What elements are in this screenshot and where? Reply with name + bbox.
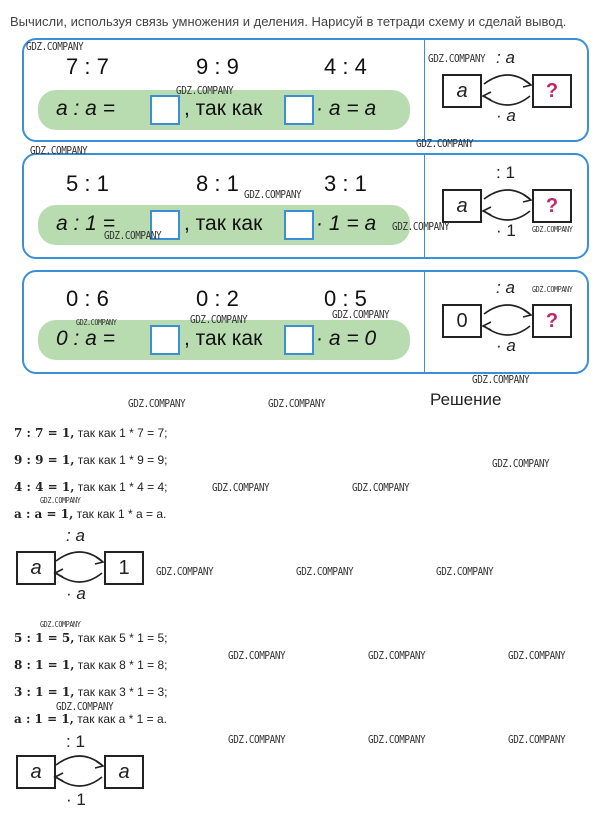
solution-heading: Решение — [430, 390, 502, 409]
answer-box[interactable] — [150, 95, 180, 125]
answer-box[interactable] — [284, 210, 314, 240]
solution-line — [14, 685, 168, 699]
diagram-top-label: : 1 — [496, 163, 515, 182]
formula-left: a : a = — [56, 97, 115, 120]
solution-math: 7 : 7 = 1, — [14, 426, 75, 440]
watermark: GDZ.COMPANY — [416, 137, 474, 150]
watermark: GDZ.COMPANY — [428, 52, 486, 65]
formula-mid: , так как — [184, 212, 263, 235]
example: 3 : 1 — [324, 171, 367, 196]
solution-text: так как 1 * a = a. — [73, 507, 167, 521]
solution-math: a : 1 = 1, — [14, 712, 74, 726]
solution-line — [14, 507, 166, 521]
diagram-top-label: : a — [496, 48, 515, 67]
solution-line — [14, 631, 168, 645]
formula-mid: , так как — [184, 97, 263, 120]
diagram-left-box: a — [442, 189, 482, 223]
solution-text: так как 1 * 7 = 7; — [74, 426, 168, 440]
solution-diagram-left-box: a — [16, 755, 56, 789]
solution-line — [14, 658, 168, 672]
example: 0 : 5 — [324, 286, 367, 311]
solution-line — [14, 712, 167, 726]
solution-text: так как a * 1 = a. — [73, 712, 167, 726]
watermark: GDZ.COMPANY — [508, 733, 566, 746]
answer-box[interactable] — [284, 325, 314, 355]
diagram-arrows — [480, 298, 536, 342]
solution-math: 4 : 4 = 1, — [14, 480, 75, 494]
watermark: GDZ.COMPANY — [508, 649, 566, 662]
example: 5 : 1 — [66, 171, 109, 196]
watermark: GDZ.COMPANY — [26, 40, 84, 53]
solution-math: 3 : 1 = 1, — [14, 685, 75, 699]
formula-right: · 1 = a — [316, 212, 377, 235]
watermark: GDZ.COMPANY — [268, 397, 326, 410]
watermark: GDZ.COMPANY — [228, 733, 286, 746]
watermark: GDZ.COMPANY — [368, 733, 426, 746]
watermark: GDZ.COMPANY — [244, 188, 302, 201]
diagram-right-box: ? — [532, 189, 572, 223]
solution-text: так как 1 * 4 = 4; — [74, 480, 168, 494]
solution-text: так как 3 * 1 = 3; — [74, 685, 168, 699]
solution-math: a : a = 1, — [14, 507, 74, 521]
watermark: GDZ.COMPANY — [492, 457, 550, 470]
diagram-left-box: a — [442, 74, 482, 108]
solution-diagram-right-box: a — [104, 755, 144, 789]
watermark: GDZ.COMPANY — [436, 565, 494, 578]
solution-math: 9 : 9 = 1, — [14, 453, 75, 467]
example: 4 : 4 — [324, 54, 367, 79]
example: 9 : 9 — [196, 54, 239, 79]
watermark: GDZ.COMPANY — [128, 397, 186, 410]
answer-box[interactable] — [284, 95, 314, 125]
solution-math: 5 : 1 = 5, — [14, 631, 75, 645]
watermark: GDZ.COMPANY — [332, 308, 390, 321]
task-instruction: Вычисли, используя связь умножения и деления. Нарисуй в тетради схему и сделай вывод. — [10, 14, 567, 29]
formula-mid: , так как — [184, 327, 263, 350]
exercise-panel-1 — [22, 38, 589, 142]
watermark: GDZ.COMPANY — [368, 649, 426, 662]
solution-line — [14, 453, 168, 467]
watermark: GDZ.COMPANY — [156, 565, 214, 578]
exercise-panel-2 — [22, 153, 589, 259]
watermark: GDZ.COMPANY — [40, 496, 81, 505]
solution-text: так как 5 * 1 = 5; — [74, 631, 168, 645]
diagram-right-box: ? — [532, 304, 572, 338]
diagram-bottom-label: · a — [496, 336, 516, 355]
watermark: GDZ.COMPANY — [30, 144, 88, 157]
solution-diagram-arrows — [52, 749, 108, 793]
panel-divider — [424, 155, 425, 257]
solution-line — [14, 426, 168, 440]
formula-left: 0 : a = — [56, 327, 115, 350]
watermark: GDZ.COMPANY — [352, 481, 410, 494]
solution-diagram-top-label: : 1 — [66, 732, 85, 751]
solution-diagram-bottom-label: · 1 — [66, 790, 86, 809]
answer-box[interactable] — [150, 325, 180, 355]
watermark: GDZ.COMPANY — [56, 700, 114, 713]
formula-right: · a = a — [316, 97, 377, 120]
watermark: GDZ.COMPANY — [190, 313, 248, 326]
example: 0 : 2 — [196, 286, 239, 311]
watermark: GDZ.COMPANY — [472, 373, 530, 386]
solution-math: 8 : 1 = 1, — [14, 658, 75, 672]
diagram-arrows — [480, 183, 536, 227]
example: 7 : 7 — [66, 54, 109, 79]
panel-divider — [424, 40, 425, 140]
diagram-left-box: 0 — [442, 304, 482, 338]
solution-diagram-left-box: a — [16, 551, 56, 585]
solution-diagram-top-label: : a — [66, 526, 85, 545]
watermark: GDZ.COMPANY — [532, 285, 573, 294]
diagram-bottom-label: · 1 — [496, 221, 516, 240]
solution-text: так как 8 * 1 = 8; — [74, 658, 168, 672]
watermark: GDZ.COMPANY — [296, 565, 354, 578]
diagram-top-label: : a — [496, 278, 515, 297]
watermark: GDZ.COMPANY — [104, 229, 162, 242]
formula-left: a : 1 = — [56, 212, 115, 235]
watermark: GDZ.COMPANY — [392, 220, 450, 233]
solution-diagram-bottom-label: · a — [66, 584, 86, 603]
watermark: GDZ.COMPANY — [40, 620, 81, 629]
formula-right: · a = 0 — [316, 327, 377, 350]
example: 0 : 6 — [66, 286, 109, 311]
diagram-right-box: ? — [532, 74, 572, 108]
watermark: GDZ.COMPANY — [532, 225, 573, 234]
solution-diagram-arrows — [52, 545, 108, 589]
solution-text: так как 1 * 9 = 9; — [74, 453, 168, 467]
watermark: GDZ.COMPANY — [212, 481, 270, 494]
diagram-bottom-label: · a — [496, 106, 516, 125]
watermark: GDZ.COMPANY — [176, 84, 234, 97]
watermark: GDZ.COMPANY — [76, 318, 117, 327]
watermark: GDZ.COMPANY — [228, 649, 286, 662]
panel-divider — [424, 272, 425, 372]
formula-strip — [38, 205, 410, 245]
diagram-arrows — [480, 68, 536, 112]
solution-line — [14, 480, 168, 494]
example: 8 : 1 — [196, 171, 239, 196]
solution-diagram-right-box: 1 — [104, 551, 144, 585]
